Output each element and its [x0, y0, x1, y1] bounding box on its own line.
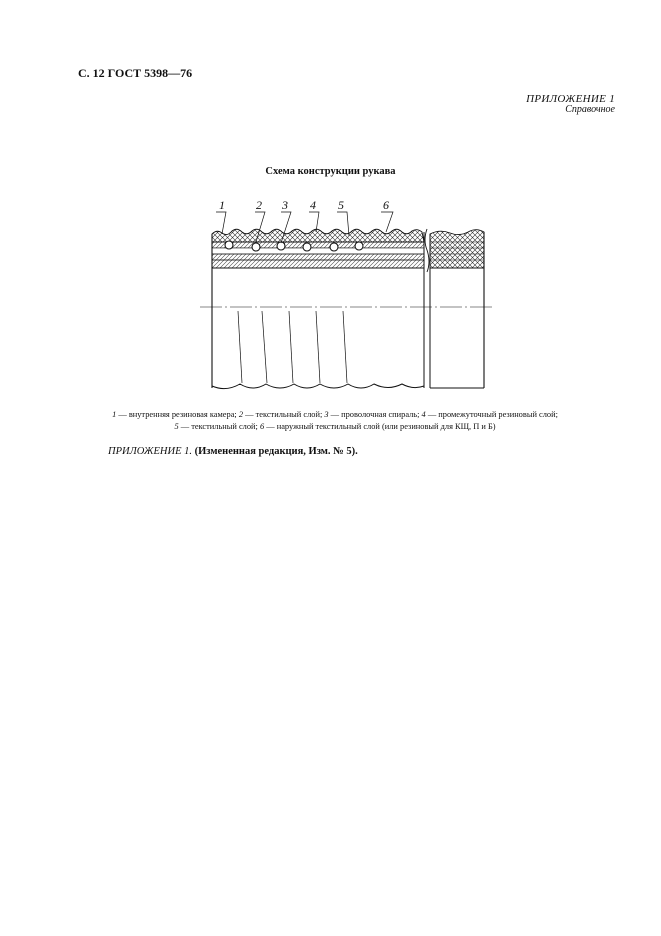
legend-num-6: 6 [259, 422, 265, 431]
legend-text-6: — наружный текстильный слой (или резиновый для КЩ, П и Б) [264, 422, 496, 431]
figure-legend [50, 409, 620, 433]
legend-text-5: — текстильный слой; [178, 422, 260, 431]
figure-title: Схема конструкции рукава [265, 166, 396, 177]
hose-end-section [425, 229, 484, 388]
callout-5: 5 [338, 198, 344, 212]
hose-main-section [212, 229, 424, 388]
appendix-title: ПРИЛОЖЕНИЕ 1 [526, 93, 615, 105]
legend-num-2: 2 [238, 410, 244, 419]
legend-text-1: — внутренняя резиновая камера; [116, 410, 239, 419]
callout-3: 3 [282, 198, 288, 212]
appendix-subtitle: Справочное [565, 104, 615, 115]
callout-4: 4 [310, 198, 316, 212]
legend-num-3: 3 [324, 410, 329, 419]
callout-6: 6 [383, 198, 389, 212]
spiral-turn-lines [238, 311, 347, 383]
callout-2: 2 [256, 198, 262, 212]
legend-text-3: — проволочная спираль; [328, 410, 422, 419]
callout-1: 1 [219, 198, 225, 212]
legend-text-2: — текстильный слой; [243, 410, 325, 419]
legend-num-1: 1 [112, 410, 117, 419]
legend-text-4: — промежуточный резиновый слой; [425, 410, 558, 419]
page-header: С. 12 ГОСТ 5398—76 [78, 66, 193, 80]
legend-num-4: 4 [421, 410, 426, 419]
amendment-note [108, 446, 358, 457]
amendment-text: (Измененная редакция, Изм. № 5). [194, 446, 358, 457]
amendment-label: ПРИЛОЖЕНИЕ 1. [108, 446, 192, 457]
legend-num-5: 5 [174, 422, 179, 431]
